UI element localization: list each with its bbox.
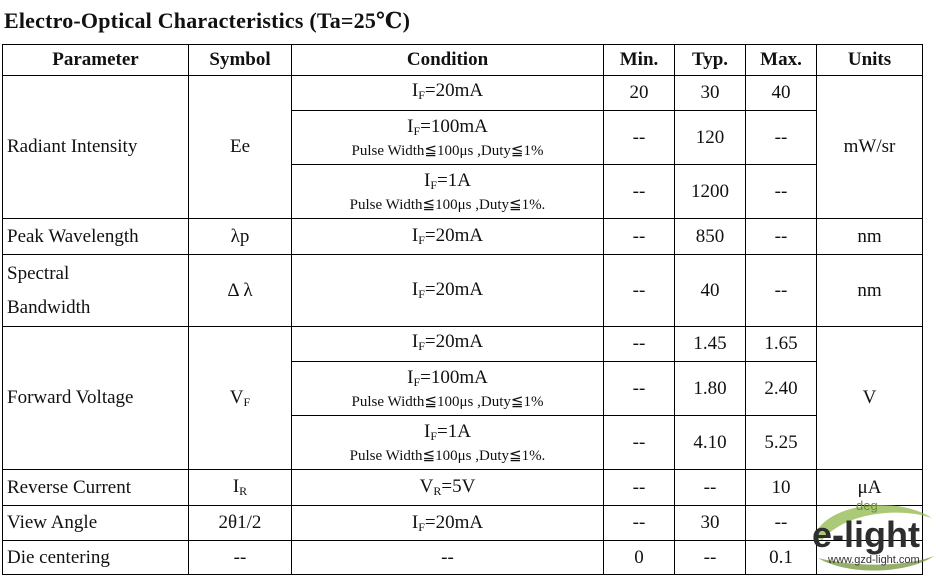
- table-row: [3, 76, 923, 111]
- condition-cell: $I_F=20mA$: [292, 506, 604, 541]
- table-row: [3, 327, 923, 362]
- table-row: [3, 470, 923, 506]
- condition-cell: $I_F=100mA$ Pulse Width≦100μs ,Duty≦1%: [292, 111, 604, 165]
- min-value: --: [604, 470, 675, 506]
- units-nm: nm: [817, 255, 923, 327]
- header-symbol: Symbol: [189, 45, 292, 76]
- table-row: [3, 255, 923, 327]
- typ-value: 120: [675, 111, 746, 165]
- param-reverse-current: Reverse Current: [3, 470, 189, 506]
- param-die-centering: Die centering: [3, 541, 189, 575]
- symbol-ir: $I_R$: [189, 470, 292, 506]
- max-value: --: [746, 111, 817, 165]
- typ-value: 30: [675, 76, 746, 111]
- max-value: 5.25: [746, 416, 817, 470]
- typ-value: 1.80: [675, 362, 746, 416]
- typ-value: 1200: [675, 165, 746, 219]
- watermark-url: www.gzd-light.com: [828, 554, 920, 566]
- min-value: --: [604, 327, 675, 362]
- min-value: --: [604, 255, 675, 327]
- symbol-delta-lambda: Δ λ: [189, 255, 292, 327]
- min-value: --: [604, 362, 675, 416]
- min-value: 0: [604, 541, 675, 575]
- typ-value: --: [675, 470, 746, 506]
- header-condition: Condition: [292, 45, 604, 76]
- symbol-2theta: 2θ1/2: [189, 506, 292, 541]
- pulse-note: Pulse Width≦100μs ,Duty≦1%: [351, 142, 544, 159]
- pulse-note: Pulse Width≦100μs ,Duty≦1%.: [349, 196, 546, 213]
- pulse-note: Pulse Width≦100μs ,Duty≦1%: [351, 393, 544, 410]
- typ-value: 4.10: [675, 416, 746, 470]
- max-value: 1.65: [746, 327, 817, 362]
- units-v: V: [817, 327, 923, 470]
- condition-cell: $I_F=1A$ Pulse Width≦100μs ,Duty≦1%.: [292, 416, 604, 470]
- min-value: --: [604, 416, 675, 470]
- header-min: Min.: [604, 45, 675, 76]
- typ-value: 1.45: [675, 327, 746, 362]
- symbol-cell: --: [189, 541, 292, 575]
- condition-cell: $V_R=5V$: [292, 470, 604, 506]
- max-value: 10: [746, 470, 817, 506]
- typ-value: --: [675, 541, 746, 575]
- header-parameter: Parameter: [3, 45, 189, 76]
- typ-value: 40: [675, 255, 746, 327]
- param-peak-wavelength: Peak Wavelength: [3, 219, 189, 255]
- characteristics-table: [2, 44, 923, 575]
- pulse-note: Pulse Width≦100μs ,Duty≦1%.: [349, 447, 546, 464]
- param-view-angle: View Angle: [3, 506, 189, 541]
- table-row: [3, 506, 923, 541]
- condition-cell: $I_F=20mA$: [292, 327, 604, 362]
- table-row: [3, 541, 923, 575]
- min-value: --: [604, 111, 675, 165]
- units-ua: μA: [817, 470, 923, 506]
- table-header-row: [3, 45, 923, 76]
- table-row: [3, 219, 923, 255]
- symbol-lambda-p: λp: [189, 219, 292, 255]
- condition-cell: $I_F=20mA$: [292, 255, 604, 327]
- condition-cell: $I_F=20mA$: [292, 219, 604, 255]
- condition-cell: $I_F=20mA$: [292, 76, 604, 111]
- min-value: 20: [604, 76, 675, 111]
- max-value: 40: [746, 76, 817, 111]
- units-nm: nm: [817, 219, 923, 255]
- max-value: --: [746, 506, 817, 541]
- min-value: --: [604, 165, 675, 219]
- header-typ: Typ.: [675, 45, 746, 76]
- e-light-watermark-logo: [808, 496, 936, 582]
- units-mw-sr: mW/sr: [817, 76, 923, 219]
- header-max: Max.: [746, 45, 817, 76]
- symbol-ee: Ee: [189, 76, 292, 219]
- max-value: --: [746, 255, 817, 327]
- header-units: Units: [817, 45, 923, 76]
- max-value: 0.1: [746, 541, 817, 575]
- typ-value: 30: [675, 506, 746, 541]
- condition-cell: --: [292, 541, 604, 575]
- condition-cell: $I_F=100mA$ Pulse Width≦100μs ,Duty≦1%: [292, 362, 604, 416]
- typ-value: 850: [675, 219, 746, 255]
- param-forward-voltage: Forward Voltage: [3, 327, 189, 470]
- watermark-small-text: deg: [856, 498, 878, 513]
- min-value: --: [604, 219, 675, 255]
- min-value: --: [604, 506, 675, 541]
- symbol-vf: $V_F$: [189, 327, 292, 470]
- page-title: Electro-Optical Characteristics (Ta=25℃): [4, 8, 411, 33]
- param-spectral-bandwidth: Spectral Bandwidth: [3, 255, 189, 327]
- max-value: --: [746, 219, 817, 255]
- max-value: 2.40: [746, 362, 817, 416]
- watermark-word: e-light: [812, 514, 920, 555]
- param-radiant-intensity: Radiant Intensity: [3, 76, 189, 219]
- max-value: --: [746, 165, 817, 219]
- condition-cell: $I_F=1A$ Pulse Width≦100μs ,Duty≦1%.: [292, 165, 604, 219]
